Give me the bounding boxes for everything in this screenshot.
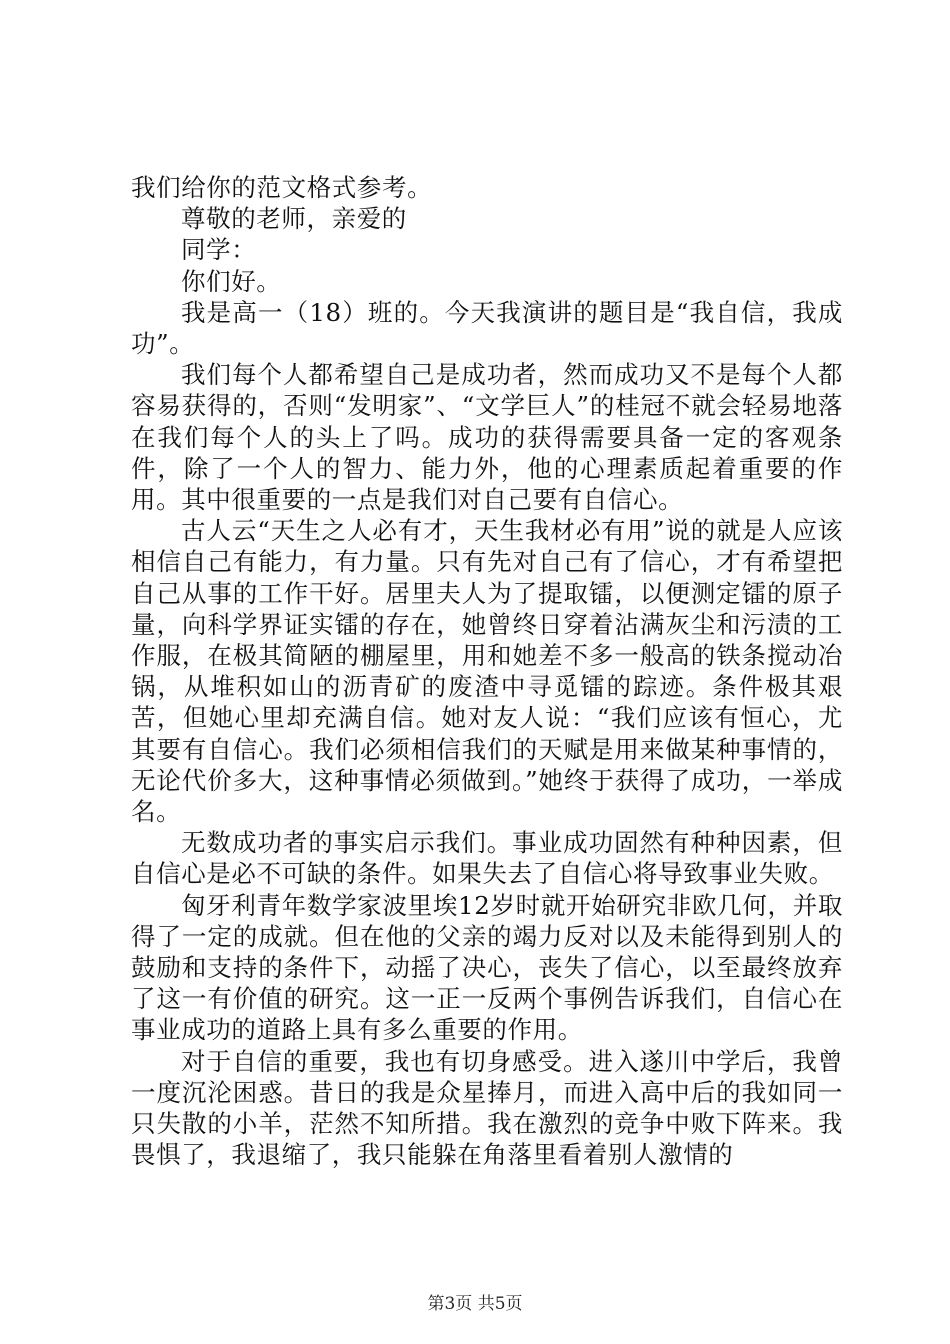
paragraph-curie-example: 古人云“天生之人必有才，天生我材必有用”说的就是人应该相信自己有能力，有力量。只有先对自己有了信心，才有希望把自己从事的工作干好。居里夫人为了提取镭，以便测定镭的原子量，向科学界证实镭的存在，她曾终日穿着沾满灰尘和污渍的工作服，在极其简陋的棚屋里，用和她差不多一般高的铁条搅动冶锅，从堆积如山的沥青矿的废渣中寻觅镭的踪迹。条件极其艰苦，但她心里却充满自信。她对友人说：“我们应该有恒心，尤其要有自信心。我们必须相信我们的天赋是用来做某种事情的，无论代价多大，这种事情必须做到。”她终于获得了成功，一举成名。 — [131, 516, 843, 827]
page-footer: 第3页 共5页 — [427, 1294, 523, 1314]
paragraph-salutation-classmates: 同学： — [181, 235, 257, 265]
paragraph-success-conditions: 我们每个人都希望自己是成功者，然而成功又不是每个人都容易获得的，否则“发明家”、“文学巨人”的桂冠不就会轻易地落在我们每个人的头上了吗。成功的获得需要具备一定的客观条件，除了一个人的智力、能力外，他的心理素质起着重要的作用。其中很重要的一点是我们对自己要有自信心。 — [131, 360, 843, 515]
document-body — [131, 172, 843, 1171]
paragraph-personal-experience: 对于自信的重要，我也有切身感受。进入遂川中学后，我曾一度沉沦困惑。昔日的我是众星捧月，而进入高中后的我如同一只失散的小羊，茫然不知所措。我在激烈的竞争中败下阵来。我畏惧了，我退缩了，我只能躲在角落里看着别人激情的 — [131, 1046, 843, 1170]
paragraph-salutation-teachers: 尊敬的老师，亲爱的 — [181, 204, 407, 234]
paragraph-lesson: 无数成功者的事实启示我们。事业成功固然有种种因素，但自信心是必不可缺的条件。如果失去了自信心将导致事业失败。 — [131, 828, 843, 889]
paragraph-intro: 我是高一（18）班的。今天我演讲的题目是“我自信，我成功”。 — [131, 297, 843, 359]
paragraph-reference-note: 我们给你的范文格式参考。 — [131, 173, 433, 202]
paragraph-bolyai-example: 匈牙利青年数学家波里埃12岁时就开始研究非欧几何，并取得了一定的成就。但在他的父亲的竭力反对以及未能得到别人的鼓励和支持的条件下，动摇了决心，丧失了信心，以至最终放弃了这一有价值的研究。这一正一反两个事例告诉我们，自信心在事业成功的道路上具有多么重要的作用。 — [131, 890, 843, 1045]
paragraph-greeting: 你们好。 — [181, 266, 282, 296]
